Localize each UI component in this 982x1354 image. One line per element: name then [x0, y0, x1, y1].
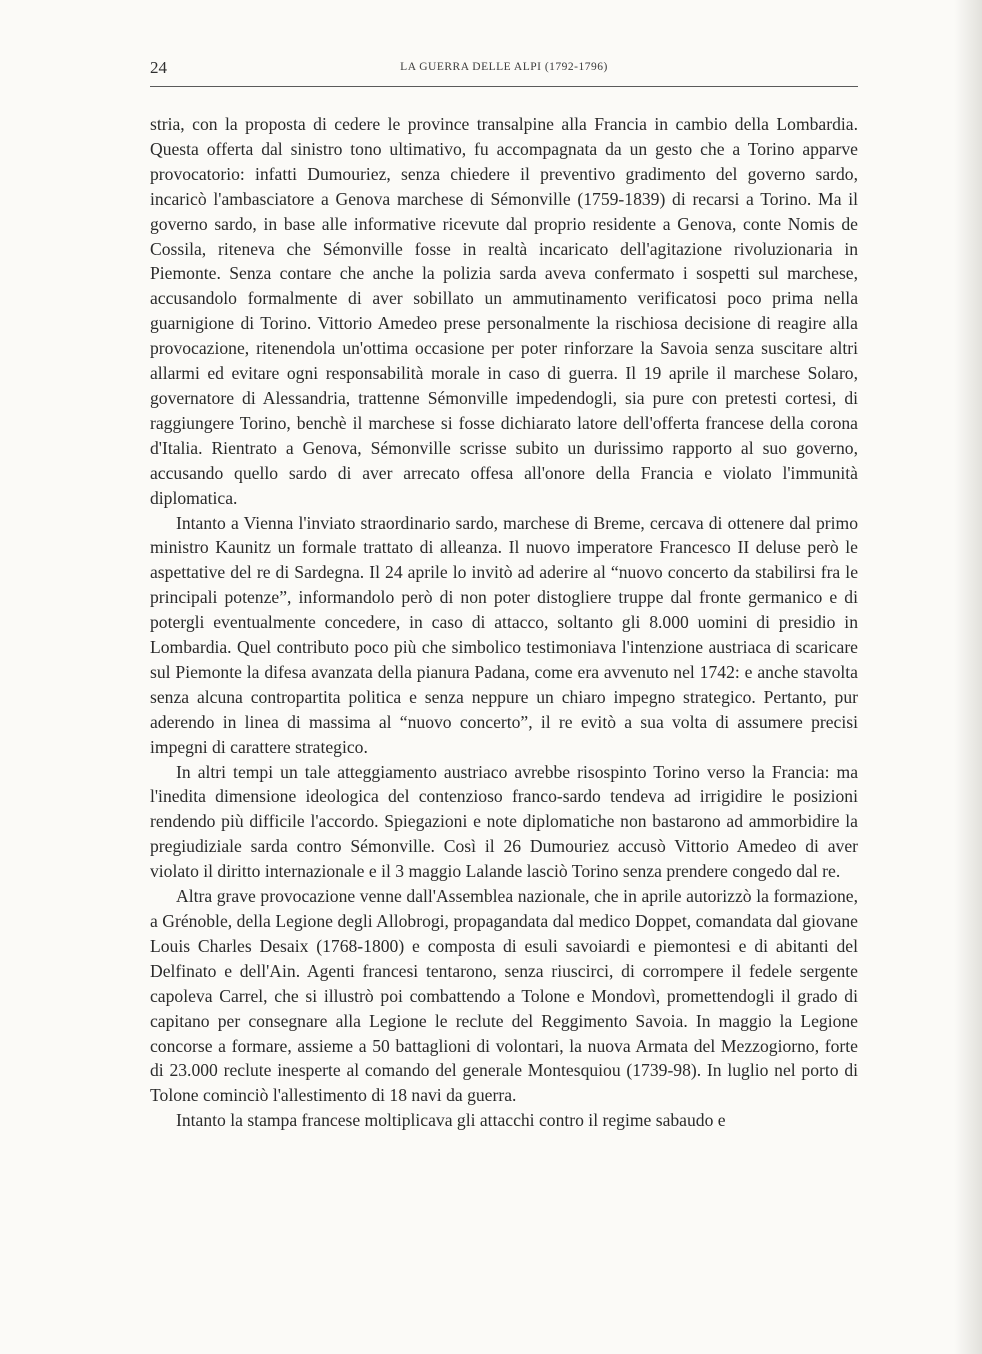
- paragraph-3: In altri tempi un tale atteggiamento austriaco avrebbe risospinto Torino verso la Francia: ma l'inedita dimensione ideologica del contenzioso franco-sardo tendeva ad irrigidire le posizioni rendendo più difficile l'accordo. Spiegazioni e note diplomatiche non bastarono ad ammorbidire la pregiudiziale sarda contro Sémonville. Così il 26 Dumouriez accusò Vittorio Amedeo di aver violato il diritto internazionale e il 3 maggio Lalande lasciò Torino senza prendere congedo dal re.: [150, 761, 858, 882]
- paragraph-1: stria, con la proposta di cedere le province transalpine alla Francia in cambio della Lombardia. Questa offerta dal sinistro tono ultimativo, fu accompagnata da un gesto che a Torino apparve provocatorio: infatti Dumouriez, senza chiedere il preventivo gradimento del governo sardo, incaricò l'ambasciatore a Genova marchese di Sémonville (1759-1839) di recarsi a Torino. Ma il governo sardo, in base alle informative ricevute dal proprio residente a Genova, conte Nomis de Cossila, riteneva che Sémonville fosse in realtà incaricato dell'agitazione rivoluzionaria in Piemonte. Senza contare che anche la polizia sarda aveva confermato i sospetti sul marchese, accusandolo formalmente di aver sobillato un ammutinamento verificatosi poco prima nella guarnigione di Torino. Vittorio Amedeo prese personalmente la rischiosa decisione di reagire alla provocazione, ritenendola un'ottima occasione per poter rinforzare la Savoia senza suscitare altri allarmi ed evitare ogni responsabilità morale in caso di guerra. Il 19 aprile il marchese Solaro, governatore di Alessandria, trattenne Sémonville impedendogli, sia pure con pretesti cortesi, di raggiungere Torino, benchè il marchese si fosse dichiarato latore dell'offerta francese della corona d'Italia. Rientrato a Genova, Sémonville scrisse subito un durissimo rapporto al suo governo, accusando quello sardo di aver arrecato offesa all'onore della Francia e violato l'immunità diplomatica.: [150, 114, 858, 508]
- body-text: [150, 112, 858, 1133]
- running-title: LA GUERRA DELLE ALPI (1792-1796): [400, 61, 608, 73]
- page-number: 24: [150, 58, 167, 77]
- header-rule: [150, 86, 858, 87]
- paragraph-2: Intanto a Vienna l'inviato straordinario sardo, marchese di Breme, cercava di ottenere dal primo ministro Kaunitz un formale trattato di alleanza. Il nuovo imperatore Francesco II deluse però le aspettative del re di Sardegna. Il 24 aprile lo invitò ad aderire al “nuovo concerto da stabilirsi fra le principali potenze”, informandolo però di non poter distogliere truppe dal fronte germanico e di potergli eventualmente concedere, in caso di attacco, soltanto gli 8.000 uomini di presidio in Lombardia. Quel contributo poco più che simbolico testimoniava l'intenzione austriaca di scaricare sul Piemonte la difesa avanzata della pianura Padana, come era avvenuto nel 1742: e anche stavolta senza alcuna contropartita politica e senza neppure un chiaro impegno strategico. Pertanto, pur aderendo in linea di massima al “nuovo concerto”, il re evitò a sua volta di assumere precisi impegni di carattere strategico.: [150, 512, 858, 757]
- paragraph-4: Altra grave provocazione venne dall'Assemblea nazionale, che in aprile autorizzò la formazione, a Grénoble, della Legione degli Allobrogi, propagandata dal medico Doppet, comandata dal giovane Louis Charles Desaix (1768-1800) e composta di esuli savoiardi e piemontesi e di abitanti del Delfinato e dell'Ain. Agenti francesi tentarono, senza riuscirci, di corrompere il fedele sergente capoleva Carrel, che si illustrò poi combattendo a Tolone e Mondovì, promettendogli il grado di capitano per consegnare alla Legione le reclute del Reggimento Savoia. In maggio la Legione concorse a formare, assieme a 50 battaglioni di volontari, la nuova Armata del Mezzogiorno, forte di 23.000 reclute inesperte al comando del generale Montesquiou (1739-98). In luglio nel porto di Tolone cominciò l'allestimento di 18 navi da guerra.: [150, 886, 858, 1106]
- running-header: [150, 58, 858, 82]
- page-edge-shadow: [954, 0, 982, 1354]
- paragraph-5: Intanto la stampa francese moltiplicava gli attacchi contro il regime sabaudo e: [176, 1110, 726, 1131]
